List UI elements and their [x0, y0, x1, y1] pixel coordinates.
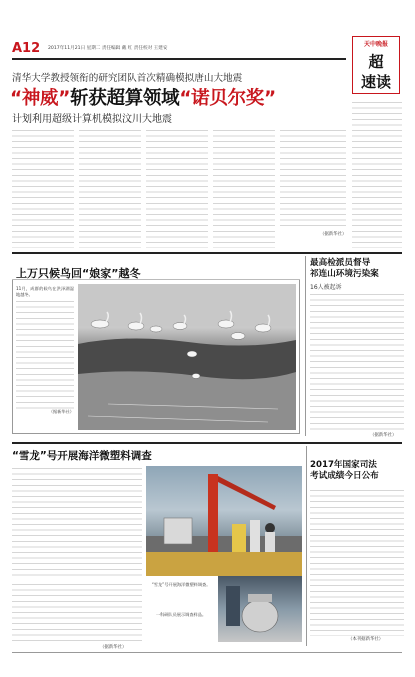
judicial-source: （本刊据新华社）	[348, 637, 384, 642]
lead-body-col3	[146, 128, 208, 248]
lead-body-col1	[12, 128, 74, 248]
snow-caption1-text: “雪龙”号开展海洋微塑料调查。	[151, 582, 211, 587]
headline-quote-2: “诺贝尔奖”	[179, 88, 276, 109]
lead-body-col5	[280, 128, 346, 230]
right-top-source: （据新华社）	[370, 433, 397, 438]
headline-middle: 斩获超算领域	[70, 88, 180, 109]
snow-dragon-title: “雪龙”号开展海洋微塑料调查	[12, 450, 152, 462]
snow-caption-2	[150, 612, 212, 618]
bird-source: （据新华社）	[48, 409, 74, 415]
egret-birds-illustration	[78, 284, 296, 430]
snow-photo-inset	[218, 576, 302, 642]
newspaper-logo: 天中晚报	[363, 41, 388, 48]
ship-crane-illustration	[146, 466, 302, 576]
column-badge	[352, 36, 400, 94]
column-title-1: 超	[368, 53, 384, 71]
bird-story-title: 上万只候鸟回“娘家”越冬	[16, 267, 141, 280]
snow-caption-1	[150, 582, 212, 588]
right-top-subtitle: 16人被起诉	[310, 284, 342, 291]
snow-body-col1	[12, 466, 142, 578]
snow-caption2-text: 一科研队员展示调查样品。	[155, 612, 207, 617]
sample-jar-illustration	[218, 576, 302, 642]
bird-caption-fill	[16, 299, 74, 409]
dateline: 2017年11月21日 星期二 责任编辑 戴 红 责任校对 王建安	[48, 46, 168, 51]
rule-bottom	[12, 652, 402, 653]
right-col-top	[352, 100, 402, 248]
lead-kicker: 清华大学教授领衔的研究团队首次精确模拟唐山大地震	[12, 73, 243, 84]
lead-body-col4	[213, 128, 275, 248]
lead-body-col2	[79, 128, 141, 248]
judicial-title: 2017年国家司法 考试成绩今日公布	[310, 460, 379, 481]
bird-photo	[78, 284, 296, 430]
lead-byline: （据新华社）	[320, 232, 347, 237]
header-rule	[12, 58, 346, 60]
right-top-title: 最高检派员督导 祁连山环境污染案	[310, 258, 379, 279]
column-title-2: 速读	[360, 73, 391, 91]
right-top-body	[310, 292, 404, 432]
snow-source: （据新华社）	[100, 645, 127, 650]
snow-body-col2	[12, 582, 142, 644]
headline-quote-1: “神威”	[10, 88, 71, 109]
page-number: A12	[12, 41, 41, 56]
lead-headline	[10, 84, 276, 110]
bird-caption	[16, 286, 74, 426]
rule-1	[12, 252, 402, 254]
snow-photo-main	[146, 466, 302, 576]
lead-subhead: 计划利用超级计算机模拟汶川大地震	[12, 114, 172, 125]
judicial-body	[310, 488, 404, 636]
divider-v1	[305, 256, 306, 436]
rule-2	[12, 442, 402, 444]
divider-v2	[306, 446, 307, 646]
bird-caption-text: 11月，成群的候鸟在洪泽湖湿地越冬。	[16, 286, 74, 297]
